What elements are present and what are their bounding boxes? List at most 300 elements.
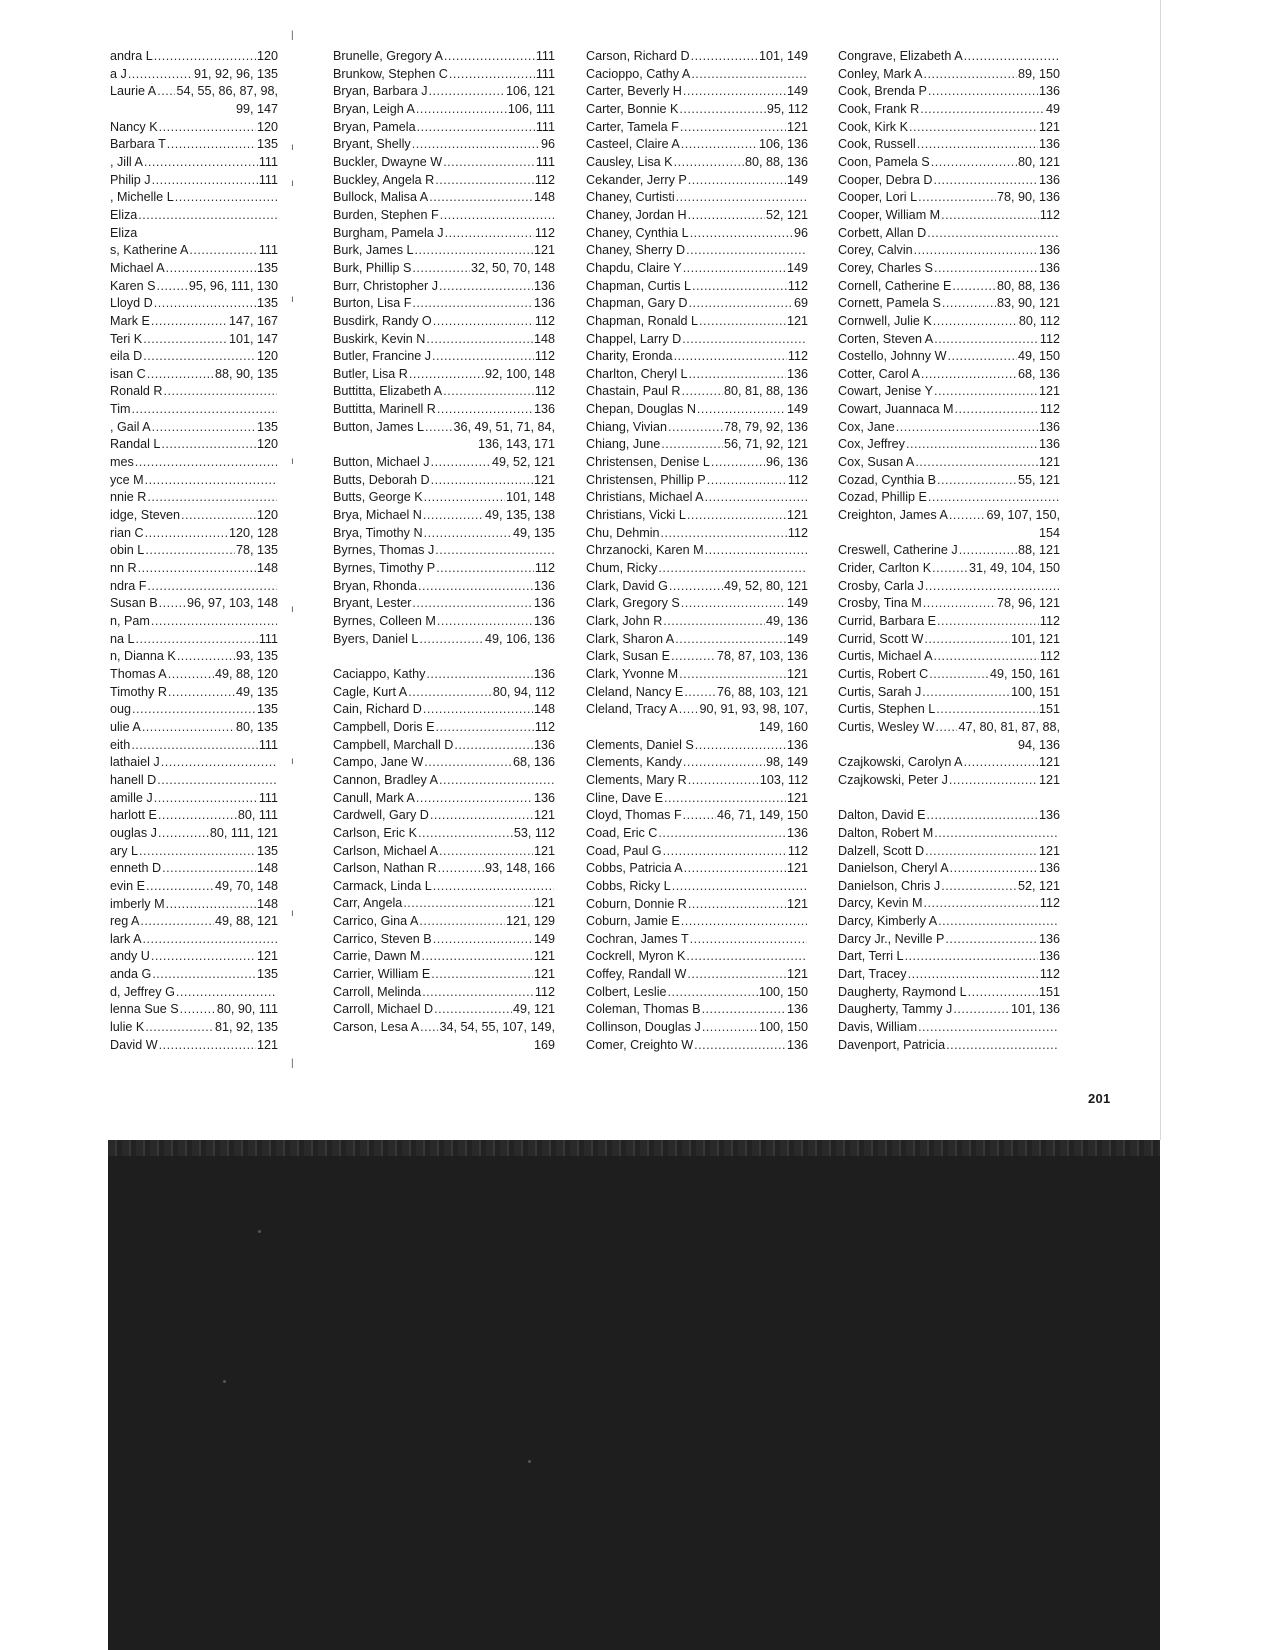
index-entry-line: [838, 189, 1060, 207]
dot-leader: [668, 419, 723, 437]
entry-pages: 136: [533, 278, 555, 293]
entry-name: Carr, Angela: [333, 896, 403, 911]
index-entry-line: [586, 525, 808, 543]
index-entry-line: [838, 278, 1060, 296]
entry-pages: 136: [1038, 437, 1060, 452]
index-entry: [333, 207, 555, 225]
index-entry-line: [586, 878, 808, 896]
index-entry: [333, 542, 555, 560]
entry-name: Carter, Tamela F: [586, 119, 679, 134]
entry-pages: 49, 88, 121: [214, 914, 278, 929]
entry-pages: 56, 71, 92, 121: [723, 437, 808, 452]
dot-leader: [692, 278, 787, 296]
index-entry-line: [110, 860, 278, 878]
index-entry: [586, 225, 808, 243]
index-entry-line: [838, 754, 1060, 772]
entry-name: Darcy, Kevin M: [838, 896, 923, 911]
entry-pages-continued: 136, 143, 171: [477, 437, 555, 452]
entry-pages: 120: [256, 349, 278, 364]
entry-name: Clark, Sharon A: [586, 631, 675, 646]
dot-leader: [676, 189, 807, 207]
dot-leader: [166, 896, 256, 914]
entry-name: Charity, Eronda: [586, 349, 673, 364]
entry-pages: 120: [256, 119, 278, 134]
index-entry-line: [838, 119, 1060, 137]
entry-name: Carter, Bonnie K: [586, 101, 679, 116]
dot-leader: [132, 401, 277, 419]
entry-name: Cornett, Pamela S: [838, 296, 941, 311]
index-entry-line: [333, 101, 555, 119]
dot-leader: [937, 472, 1017, 490]
entry-pages: 54, 55, 86, 87, 98,: [176, 84, 278, 99]
entry-pages: 149: [786, 172, 808, 187]
index-entry: [333, 101, 555, 119]
dot-leader: [157, 83, 175, 101]
index-entry-line: [110, 507, 278, 525]
index-entry: [838, 278, 1060, 296]
index-entry-line: [333, 295, 555, 313]
entry-pages: 121: [533, 967, 555, 982]
entry-name: Lloyd D: [110, 296, 153, 311]
entry-name: Darcy, Kimberly A: [838, 914, 938, 929]
entry-name: Thomas A: [110, 666, 167, 681]
index-entry: [838, 225, 1060, 243]
index-entry-line: [110, 560, 278, 578]
index-entry-line: [333, 613, 555, 631]
index-entry: [110, 525, 278, 543]
index-entry: [838, 366, 1060, 384]
index-entry: [110, 507, 278, 525]
entry-pages: 80, 111: [237, 808, 278, 823]
index-entry-line: [838, 666, 1060, 684]
index-entry-line: [110, 313, 278, 331]
dot-leader: [431, 966, 533, 984]
index-entry-line: [110, 595, 278, 613]
index-entry-line: [110, 737, 278, 755]
entry-pages: 69, 107, 150,: [986, 508, 1060, 523]
entry-name: Burden, Stephen F: [333, 207, 439, 222]
dot-leader: [152, 966, 256, 984]
dot-leader: [683, 807, 716, 825]
index-entry-line: [333, 825, 555, 843]
dot-leader: [412, 260, 470, 278]
entry-name: lenna Sue S: [110, 1002, 179, 1017]
dot-leader: [440, 207, 554, 225]
index-entry: [586, 401, 808, 419]
entry-pages: 81, 92, 135: [214, 1020, 278, 1035]
entry-pages: 100, 151: [1010, 684, 1060, 699]
index-entry-line: [838, 825, 1060, 843]
index-entry: [586, 754, 808, 772]
index-entry-line: [333, 966, 555, 984]
dot-leader: [661, 436, 723, 454]
dot-leader: [166, 260, 256, 278]
dot-leader: [164, 383, 277, 401]
entry-name: enneth D: [110, 861, 162, 876]
index-entry-line: [110, 136, 278, 154]
entry-name: Randal L: [110, 437, 161, 452]
dot-leader: [436, 560, 534, 578]
entry-pages: 148: [533, 190, 555, 205]
entry-name: Barbara T: [110, 137, 166, 152]
entry-pages: 32, 50, 70, 148: [470, 260, 555, 275]
dot-leader: [151, 313, 228, 331]
entry-name: Cox, Jane: [838, 419, 895, 434]
entry-name: Conley, Mark A: [838, 66, 923, 81]
entry-pages: 106, 136: [758, 137, 808, 152]
index-entry-line: [110, 790, 278, 808]
index-entry-line: [838, 154, 1060, 172]
scan-margin-left: [0, 0, 108, 1140]
entry-name: Mark E: [110, 313, 150, 328]
index-entry-line: [333, 578, 555, 596]
index-entry-line: [110, 295, 278, 313]
index-entry: [838, 1001, 1060, 1019]
index-entry-line: [838, 1019, 1060, 1037]
dot-leader: [431, 472, 533, 490]
entry-name: Davis, William: [838, 1020, 918, 1035]
dot-leader: [445, 225, 534, 243]
index-entry-line: [838, 507, 1060, 525]
index-entry-line: [586, 101, 808, 119]
entry-pages: 120: [256, 437, 278, 452]
dot-leader: [691, 66, 807, 84]
dot-leader: [922, 684, 1010, 702]
index-entry: [333, 225, 555, 243]
index-entry-line: [333, 366, 555, 384]
dot-leader: [955, 401, 1039, 419]
entry-name: Carson, Lesa A: [333, 1020, 420, 1035]
index-entry-line: [333, 189, 555, 207]
index-entry-line: [110, 1019, 278, 1037]
dot-leader: [416, 790, 533, 808]
entry-pages: 111: [535, 119, 555, 134]
dot-leader: [923, 895, 1038, 913]
dot-leader: [419, 913, 505, 931]
entry-pages: 120, 128: [228, 525, 278, 540]
index-entry-line: [586, 896, 808, 914]
entry-name: nn R: [110, 561, 137, 576]
index-entry-line: [586, 684, 808, 702]
dust-speck: [258, 1230, 261, 1233]
dot-leader: [964, 754, 1038, 772]
index-entry-line: [333, 701, 555, 719]
entry-name: na L: [110, 631, 135, 646]
dot-leader: [923, 595, 996, 613]
entry-pages-continued: 154: [1038, 525, 1060, 540]
index-entry: [586, 172, 808, 190]
entry-pages: 121: [1038, 119, 1060, 134]
index-entry: [110, 825, 278, 843]
index-entry: [110, 489, 278, 507]
dot-leader: [950, 860, 1038, 878]
entry-pages: 121: [1038, 755, 1060, 770]
index-entry: [586, 525, 808, 543]
scan-torn-edge: [108, 1140, 1160, 1156]
dot-leader: [705, 489, 807, 507]
index-entry-line: [838, 225, 1060, 243]
entry-name: Bryant, Shelly: [333, 137, 411, 152]
dot-leader: [408, 684, 492, 702]
dot-leader: [454, 737, 533, 755]
entry-pages: 49, 52, 80, 121: [723, 578, 808, 593]
index-entry-line: [586, 807, 808, 825]
index-entry: [110, 278, 278, 296]
entry-name: Dalzell, Scott D: [838, 843, 925, 858]
entry-pages: 136: [1038, 84, 1060, 99]
dot-leader: [946, 1037, 1059, 1055]
index-entry: [333, 154, 555, 172]
dot-leader: [681, 595, 786, 613]
entry-name: Cekander, Jerry P: [586, 172, 687, 187]
entry-name: Cleland, Nancy E: [586, 684, 684, 699]
index-entry: [838, 119, 1060, 137]
index-entry-line: [838, 313, 1060, 331]
index-entry-line: [110, 666, 278, 684]
entry-name: Buttitta, Elizabeth A: [333, 384, 443, 399]
entry-name: oug: [110, 702, 132, 717]
index-entry: [586, 631, 808, 649]
entry-name: Butts, Deborah D: [333, 472, 430, 487]
index-entry: [838, 48, 1060, 66]
entry-name: Christensen, Phillip P: [586, 472, 706, 487]
entry-pages: 49: [1045, 101, 1060, 116]
dot-leader: [147, 489, 277, 507]
index-entry-line: [333, 719, 555, 737]
dot-leader: [135, 454, 277, 472]
dot-leader: [437, 613, 533, 631]
entry-name: Nancy K: [110, 119, 158, 134]
index-entry: [838, 260, 1060, 278]
dot-leader: [694, 1037, 786, 1055]
entry-name: Butler, Francine J: [333, 349, 431, 364]
entry-name: Dart, Terri L: [838, 949, 904, 964]
entry-pages: 111: [535, 66, 555, 81]
entry-name: Davenport, Patricia: [838, 1037, 946, 1052]
entry-name: Campo, Jane W: [333, 755, 424, 770]
dot-leader: [953, 1001, 1010, 1019]
entry-name: Carrico, Gina A: [333, 914, 419, 929]
index-entry: [110, 878, 278, 896]
index-entry-line: [586, 507, 808, 525]
index-entry: [333, 1019, 555, 1054]
entry-name: n, Pam: [110, 614, 150, 628]
index-entry: [838, 948, 1060, 966]
dot-leader: [432, 348, 534, 366]
index-entry: [333, 419, 555, 454]
entry-name: Curtis, Robert C: [838, 666, 929, 681]
entry-pages: 98, 149: [765, 755, 808, 770]
index-entry: [838, 684, 1060, 702]
index-entry: [110, 472, 278, 490]
entry-name: Byrnes, Colleen M: [333, 614, 436, 628]
entry-name: Karen S: [110, 278, 156, 293]
entry-name: Cook, Frank R: [838, 101, 920, 116]
index-entry: [838, 154, 1060, 172]
entry-pages: 121: [533, 808, 555, 823]
entry-name: Causley, Lisa K: [586, 154, 673, 169]
entry-pages: 112: [534, 172, 555, 187]
index-entry-line: [838, 101, 1060, 119]
index-entry-line: [333, 790, 555, 808]
entry-name: Buckley, Angela R: [333, 172, 435, 187]
dot-leader: [415, 242, 533, 260]
entry-name: n, Dianna K: [110, 649, 176, 664]
index-entry-line: [586, 207, 808, 225]
index-entry: [586, 101, 808, 119]
index-entry-line: [110, 931, 278, 949]
index-entry: [586, 966, 808, 984]
index-entry-line: [333, 472, 555, 490]
index-entry: [333, 172, 555, 190]
entry-pages: 136: [1038, 949, 1060, 964]
dot-leader: [424, 525, 512, 543]
entry-name: Currid, Scott W: [838, 631, 924, 646]
entry-pages: 101, 121: [1010, 631, 1060, 646]
dot-leader: [159, 1037, 256, 1055]
index-entry-line: [838, 136, 1060, 154]
dot-leader: [941, 207, 1039, 225]
index-entry-line: [838, 772, 1060, 790]
dot-leader: [918, 1019, 1059, 1037]
dot-leader: [935, 719, 957, 737]
index-entry: [333, 595, 555, 613]
entry-name: Byrnes, Thomas J: [333, 543, 435, 558]
entry-name: Brya, Timothy N: [333, 525, 423, 540]
dot-leader: [409, 366, 484, 384]
entry-name: obin L: [110, 543, 145, 558]
index-entry: [110, 754, 278, 772]
dot-leader: [927, 807, 1038, 825]
entry-name: Cox, Jeffrey: [838, 437, 905, 452]
gutter-speck: ı: [291, 294, 294, 305]
entry-name: Carroll, Melinda: [333, 984, 422, 999]
entry-pages: 101, 149: [758, 49, 808, 63]
dot-leader: [689, 366, 786, 384]
index-entry: [333, 383, 555, 401]
entry-name: Caciappo, Kathy: [333, 666, 426, 681]
index-entry: [586, 613, 808, 631]
page-number: 201: [1088, 1091, 1111, 1106]
entry-pages: 93, 148, 166: [484, 861, 555, 876]
entry-name: Christians, Michael A: [586, 490, 704, 505]
index-entry: [110, 1019, 278, 1037]
dot-leader: [138, 207, 277, 225]
index-entry-line: [333, 860, 555, 878]
index-entry-line: [586, 931, 808, 949]
entry-name: Burgham, Pamela J: [333, 225, 444, 240]
gutter-speck: ı: [291, 178, 294, 189]
index-entry-line: [333, 242, 555, 260]
index-entry-line: [110, 366, 278, 384]
index-entry: [110, 931, 278, 949]
dot-leader: [688, 772, 759, 790]
entry-name: Christensen, Denise L: [586, 455, 710, 470]
dot-leader: [663, 843, 787, 861]
dot-leader: [679, 701, 699, 719]
index-entry-line: [838, 1037, 1060, 1055]
index-entry-line: [838, 613, 1060, 631]
entry-pages: 111: [258, 790, 278, 805]
index-entry: [586, 1001, 808, 1019]
index-entry-line: [586, 154, 808, 172]
entry-name: Chiang, Vivian: [586, 419, 667, 434]
entry-name: Cagle, Kurt A: [333, 684, 408, 699]
entry-pages: 120: [256, 49, 278, 63]
dot-leader: [161, 754, 277, 772]
dust-speck: [528, 1460, 531, 1463]
index-entry-line: [333, 383, 555, 401]
index-entry: [838, 931, 1060, 949]
index-entry: [110, 701, 278, 719]
index-entry-line: [333, 807, 555, 825]
index-entry-line: [586, 948, 808, 966]
entry-pages: 111: [258, 631, 278, 646]
index-entry-line: [333, 895, 555, 913]
dot-leader: [937, 613, 1039, 631]
entry-pages: 121: [786, 967, 808, 982]
index-entry-line: [110, 825, 278, 843]
index-entry: [333, 913, 555, 931]
index-entry-line: [110, 278, 278, 296]
index-entry-line: [110, 631, 278, 649]
index-entry-line: [110, 948, 278, 966]
entry-name: Coffey, Randall W: [586, 967, 687, 982]
index-entry: [838, 648, 1060, 666]
entry-name: , Michelle L: [110, 190, 174, 205]
entry-name: Cacioppo, Cathy A: [586, 66, 691, 81]
entry-name: Curtis, Michael A: [838, 649, 933, 664]
index-entry: [333, 525, 555, 543]
dot-leader: [918, 189, 996, 207]
index-entry-line: [333, 348, 555, 366]
index-entry-line: [838, 560, 1060, 578]
index-entry: [110, 984, 278, 1002]
entry-name: ulie A: [110, 719, 141, 734]
dot-leader: [690, 931, 807, 949]
dot-leader: [663, 613, 765, 631]
dot-leader: [968, 984, 1038, 1002]
entry-name: Carlson, Michael A: [333, 843, 438, 858]
index-entry: [586, 472, 808, 490]
dot-leader: [435, 542, 554, 560]
index-entry: [586, 507, 808, 525]
entry-pages: 121: [786, 313, 808, 328]
dot-leader: [674, 154, 744, 172]
index-entry: [333, 401, 555, 419]
index-entry-line: [110, 119, 278, 137]
entry-pages: 135: [256, 137, 278, 152]
entry-pages: 121: [533, 896, 555, 911]
index-entry-line: [333, 772, 555, 790]
entry-pages: 80, 88, 136: [744, 154, 808, 169]
dot-leader: [142, 719, 235, 737]
dot-leader: [925, 578, 1059, 596]
dot-leader: [938, 913, 1059, 931]
index-entry: [838, 454, 1060, 472]
dot-leader: [412, 295, 533, 313]
entry-pages: 121: [1038, 455, 1060, 470]
dot-leader: [152, 419, 256, 437]
dot-leader: [435, 172, 534, 190]
dot-leader: [684, 860, 786, 878]
entry-pages: 151: [1038, 984, 1060, 999]
entry-pages: 49, 135, 138: [484, 508, 555, 523]
index-entry: [333, 860, 555, 878]
entry-name: Chaney, Jordan H: [586, 207, 687, 222]
entry-pages: 136: [786, 1037, 808, 1052]
index-entry: [333, 507, 555, 525]
